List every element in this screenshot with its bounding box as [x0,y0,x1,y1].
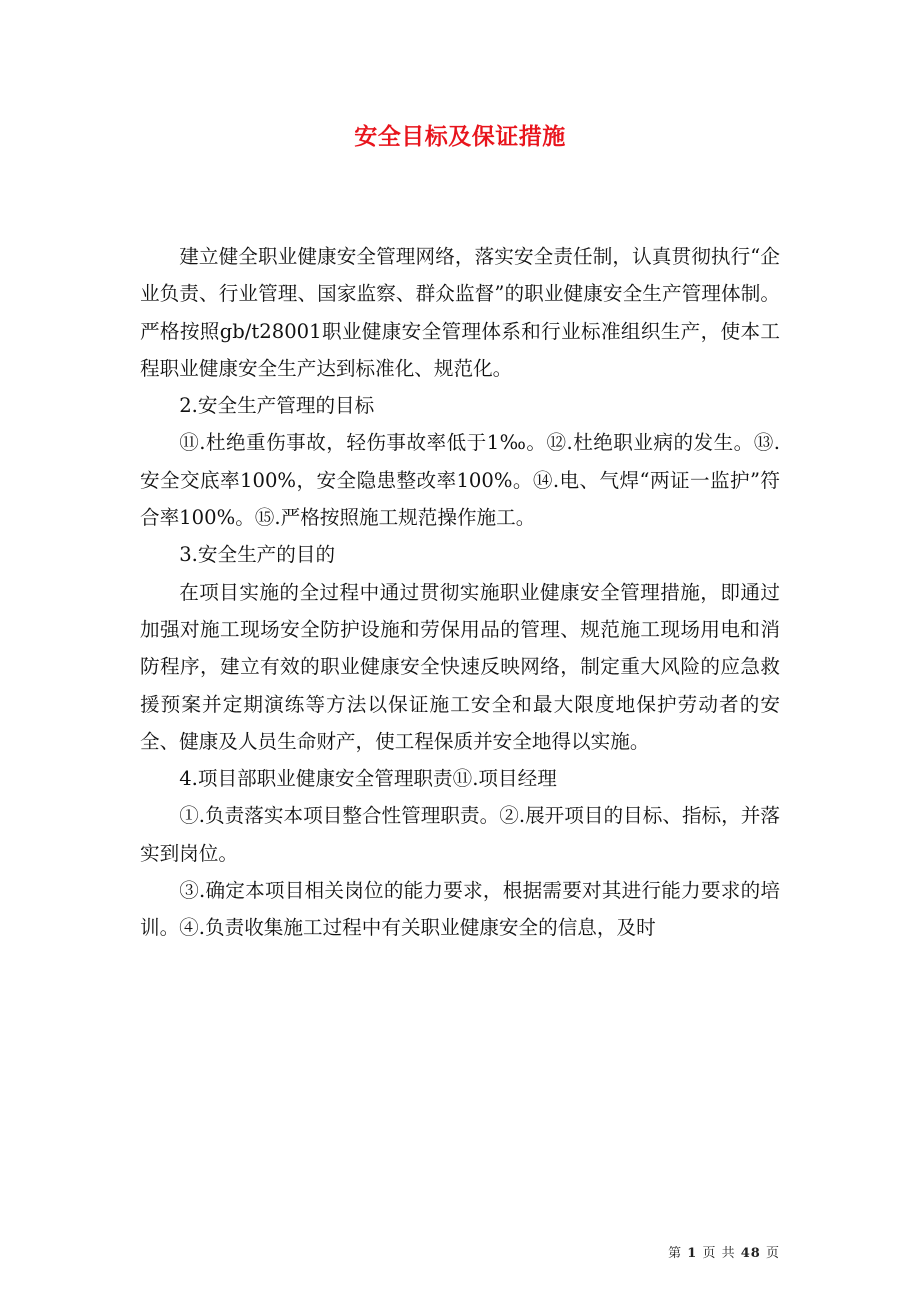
heading-safety-goals: 2.安全生产管理的目标 [179,394,375,418]
footer-middle: 页 共 [702,1246,736,1261]
footer-page-number: 1 [687,1246,698,1261]
paragraph-responsibilities-2: ③.确定本项目相关岗位的能力要求，根据需要对其进行能力要求的培训。④.负责收集施工过程中有关职业健康安全的信息，及时 [140,879,780,940]
page-number-footer [668,1242,780,1261]
document-body [140,238,780,947]
heading-responsibilities: 4.项目部职业健康安全管理职责⑪.项目经理 [179,767,557,791]
paragraph-intro: 建立健全职业健康安全管理网络，落实安全责任制，认真贯彻执行“企业负责、行业管理、国家监察、群众监督”的职业健康安全生产管理体制。严格按照gb/t28001职业健康安全管理体系和行业标准组织生产，使本工程职业健康安全生产达到标准化、规范化。 [140,245,780,380]
document-title: 安全目标及保证措施 [354,123,566,150]
footer-prefix: 第 [668,1246,683,1261]
paragraph-responsibilities-1: ①.负责落实本项目整合性管理职责。②.展开项目的目标、指标，并落实到岗位。 [140,804,780,865]
paragraph-safety-goals: ⑪.杜绝重伤事故，轻伤事故率低于1‰。⑫.杜绝职业病的发生。⑬.安全交底率100%，安全隐患整改率100%。⑭.电、气焊“两证一监护”符合率100%。⑮.严格按照施工规范操作施工。 [140,431,780,530]
heading-safety-purpose: 3.安全生产的目的 [179,543,336,567]
paragraph-safety-purpose: 在项目实施的全过程中通过贯彻实施职业健康安全管理措施，即通过加强对施工现场安全防护设施和劳保用品的管理、规范施工现场用电和消防程序，建立有效的职业健康安全快速反映网络，制定重大风险的应急救援预案并定期演练等方法以保证施工安全和最大限度地保护劳动者的安全、健康及人员生命财产，使工程保质并安全地得以实施。 [140,580,780,753]
footer-suffix: 页 [765,1246,780,1261]
footer-total-pages: 48 [740,1246,761,1261]
